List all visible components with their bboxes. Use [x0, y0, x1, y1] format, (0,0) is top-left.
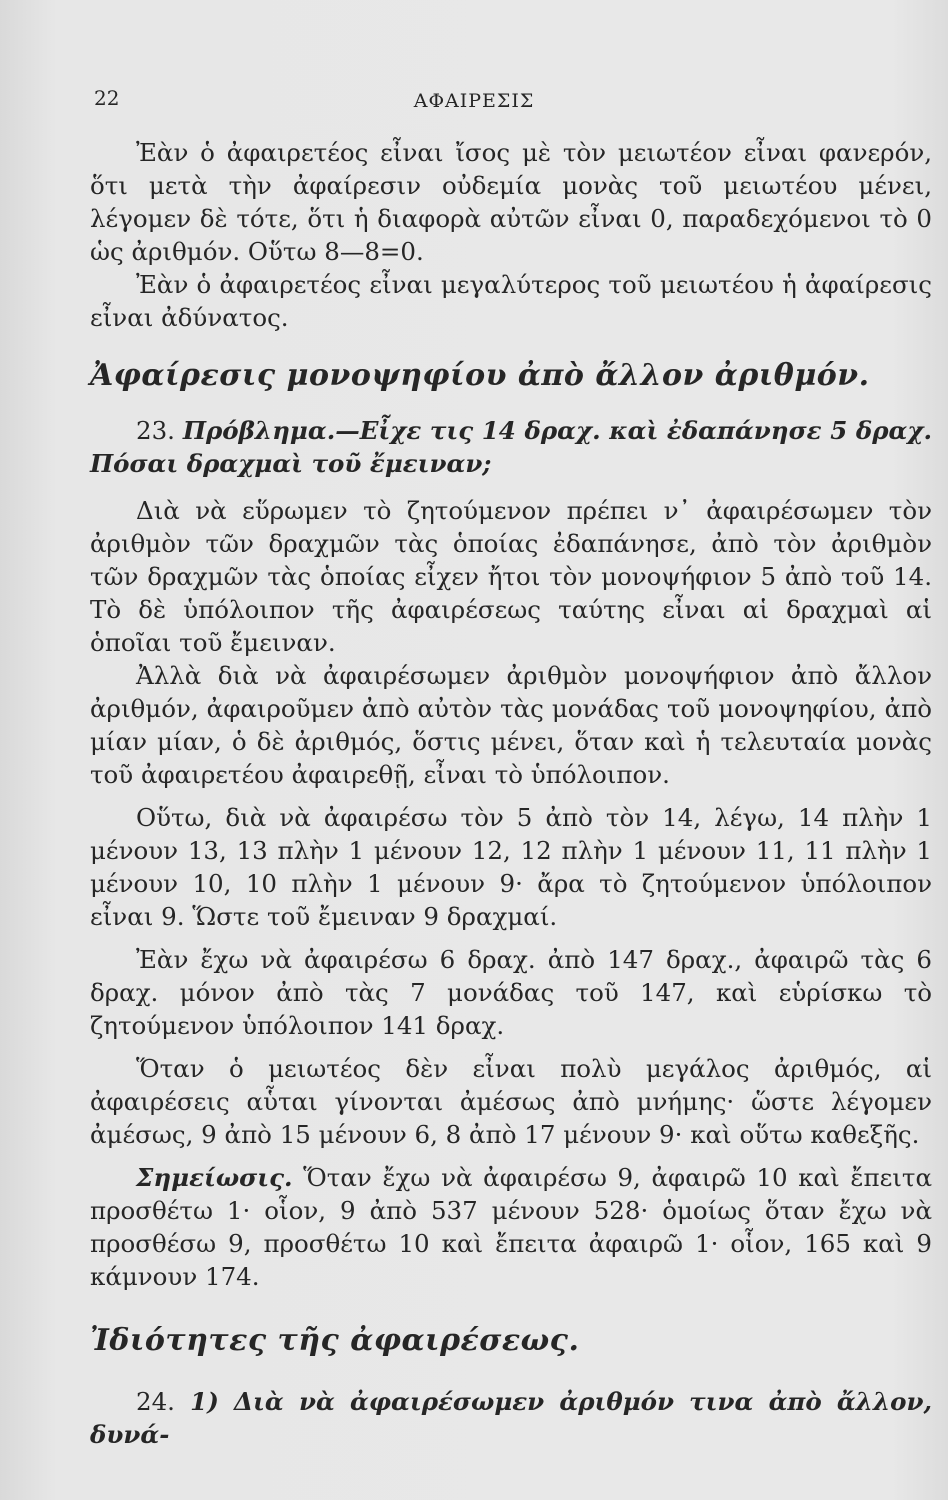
paragraph-mental: Ὅταν ὁ μειωτέος δὲν εἶναι πολὺ μεγάλος ἀριθμός, αἱ ἀφαιρέσεις αὗται γίνονται ἀμέσως ἀπὸ μνήμης· ὥστε λέγομεν ἀμέσως, 9 ἀπὸ 15 μένουν 6, 8 ἀπὸ 17 μένουν 9· καὶ οὕτω καθεξῆς. [90, 1054, 932, 1149]
note-label: Σημείωσις. [136, 1163, 293, 1192]
paragraph-equal-case: Ἐὰν ὁ ἀφαιρετέος εἶναι ἴσος μὲ τὸν μειωτέον εἶναι φανερόν, ὅτι μετὰ τὴν ἀφαίρεσιν οὐδεμία μονὰς τοῦ μειωτέου μένει, λέγομεν δὲ τότε, ὅτι ἡ διαφορὰ αὐτῶν εἶναι 0, παραδεχόμενοι τὸ 0 ὡς ἀριθμόν. Οὕτω 8—8=0. [90, 138, 932, 266]
paragraph-example: Οὕτω, διὰ νὰ ἀφαιρέσω τὸν 5 ἀπὸ τὸν 14, λέγω, 14 πλὴν 1 μένουν 13, 13 πλὴν 1 μένουν 12, 12 πλὴν 1 μένουν 11, 11 πλὴν 1 μένουν 10, 10 πλὴν 1 μένουν 9· ἄρα τὸ ζητούμενον ὑπόλοιπον εἶναι 9. Ὥστε τοῦ ἔμειναν 9 δραχμαί. [90, 803, 932, 931]
item-number: 24. [136, 1387, 175, 1416]
problem-text: —Εἶχε τις 14 δραχ. καὶ ἐδαπάνησε 5 δραχ. Πόσαι δραχμαὶ τοῦ ἔμειναν; [90, 416, 932, 478]
note-text: Ὅταν ἔχω νὰ ἀφαιρέσω 9, ἀφαιρῶ 10 καὶ ἔπειτα προσθέτω 1· οἷον, 9 ἀπὸ 537 μένουν 528· ὁμοίως ὅταν ἔχω νὰ προσθέσω 9, προσθέτω 10 καὶ ἔπειτα ἀφαιρῶ 1· οἷον, 165 καὶ 9 κάμνουν 174. [90, 1163, 932, 1291]
page-body [90, 136, 932, 1451]
paragraph-method: Ἀλλὰ διὰ νὰ ἀφαιρέσωμεν ἀριθμὸν μονοψήφιον ἀπὸ ἄλλον ἀριθμόν, ἀφαιροῦμεν ἀπὸ αὐτὸν τὰς μονάδας τοῦ μονοψηφίου, ἀπὸ μίαν μίαν, ὁ δὲ ἀριθμός, ὅστις μένει, ὅταν καὶ ἡ τελευταία μονὰς τοῦ ἀφαιρετέου ἀφαιρεθῇ, εἶναι τὸ ὑπόλοιπον. [90, 661, 932, 789]
section-heading-properties: Ἰδιότητες τῆς ἀφαιρέσεως. [90, 1323, 580, 1358]
running-head: ΑΦΑΙΡΕΣΙΣ [413, 90, 535, 112]
property-text: 1) Διὰ νὰ ἀφαιρέσωμεν ἀριθμόν τινα ἀπὸ ἄλλον, δυνά- [90, 1387, 932, 1449]
problem-label: Πρόβλημα. [182, 416, 336, 445]
paragraph-example-147: Ἐὰν ἔχω νὰ ἀφαιρέσω 6 δραχ. ἀπὸ 147 δραχ., ἀφαιρῶ τὰς 6 δραχ. μόνον ἀπὸ τὰς 7 μονάδας τοῦ 147, καὶ εὑρίσκω τὸ ζητούμενον ὑπόλοιπον 141 δραχ. [90, 945, 932, 1040]
paragraph-property-1 [90, 1385, 932, 1451]
paragraph-solution: Διὰ νὰ εὕρωμεν τὸ ζητούμενον πρέπει ν᾽ ἀφαιρέσωμεν τὸν ἀριθμὸν τῶν δραχμῶν τὰς ὁποίας ἐδαπάνησε, ἀπὸ τὸν ἀριθμὸν τῶν δραχμῶν τὰς ὁποίας εἶχεν ἤτοι τὸν μονοψήφιον 5 ἀπὸ τοῦ 14. Τὸ δὲ ὑπόλοιπον τῆς ἀφαιρέσεως ταύτης εἶναι αἱ δραχμαὶ αἱ ὁποῖαι τοῦ ἔμειναν. [90, 496, 932, 657]
section-heading-subtraction: Ἀφαίρεσις μονοψηφίου ἀπὸ ἄλλον ἀριθμόν. [90, 358, 870, 393]
problem-23 [90, 414, 932, 480]
paragraph-impossible-case: Ἐὰν ὁ ἀφαιρετέος εἶναι μεγαλύτερος τοῦ μειωτέου ἡ ἀφαίρεσις εἶναι ἀδύνατος. [90, 270, 932, 332]
note [90, 1161, 932, 1293]
problem-number: 23. [136, 416, 175, 445]
page-number: 22 [94, 86, 120, 110]
